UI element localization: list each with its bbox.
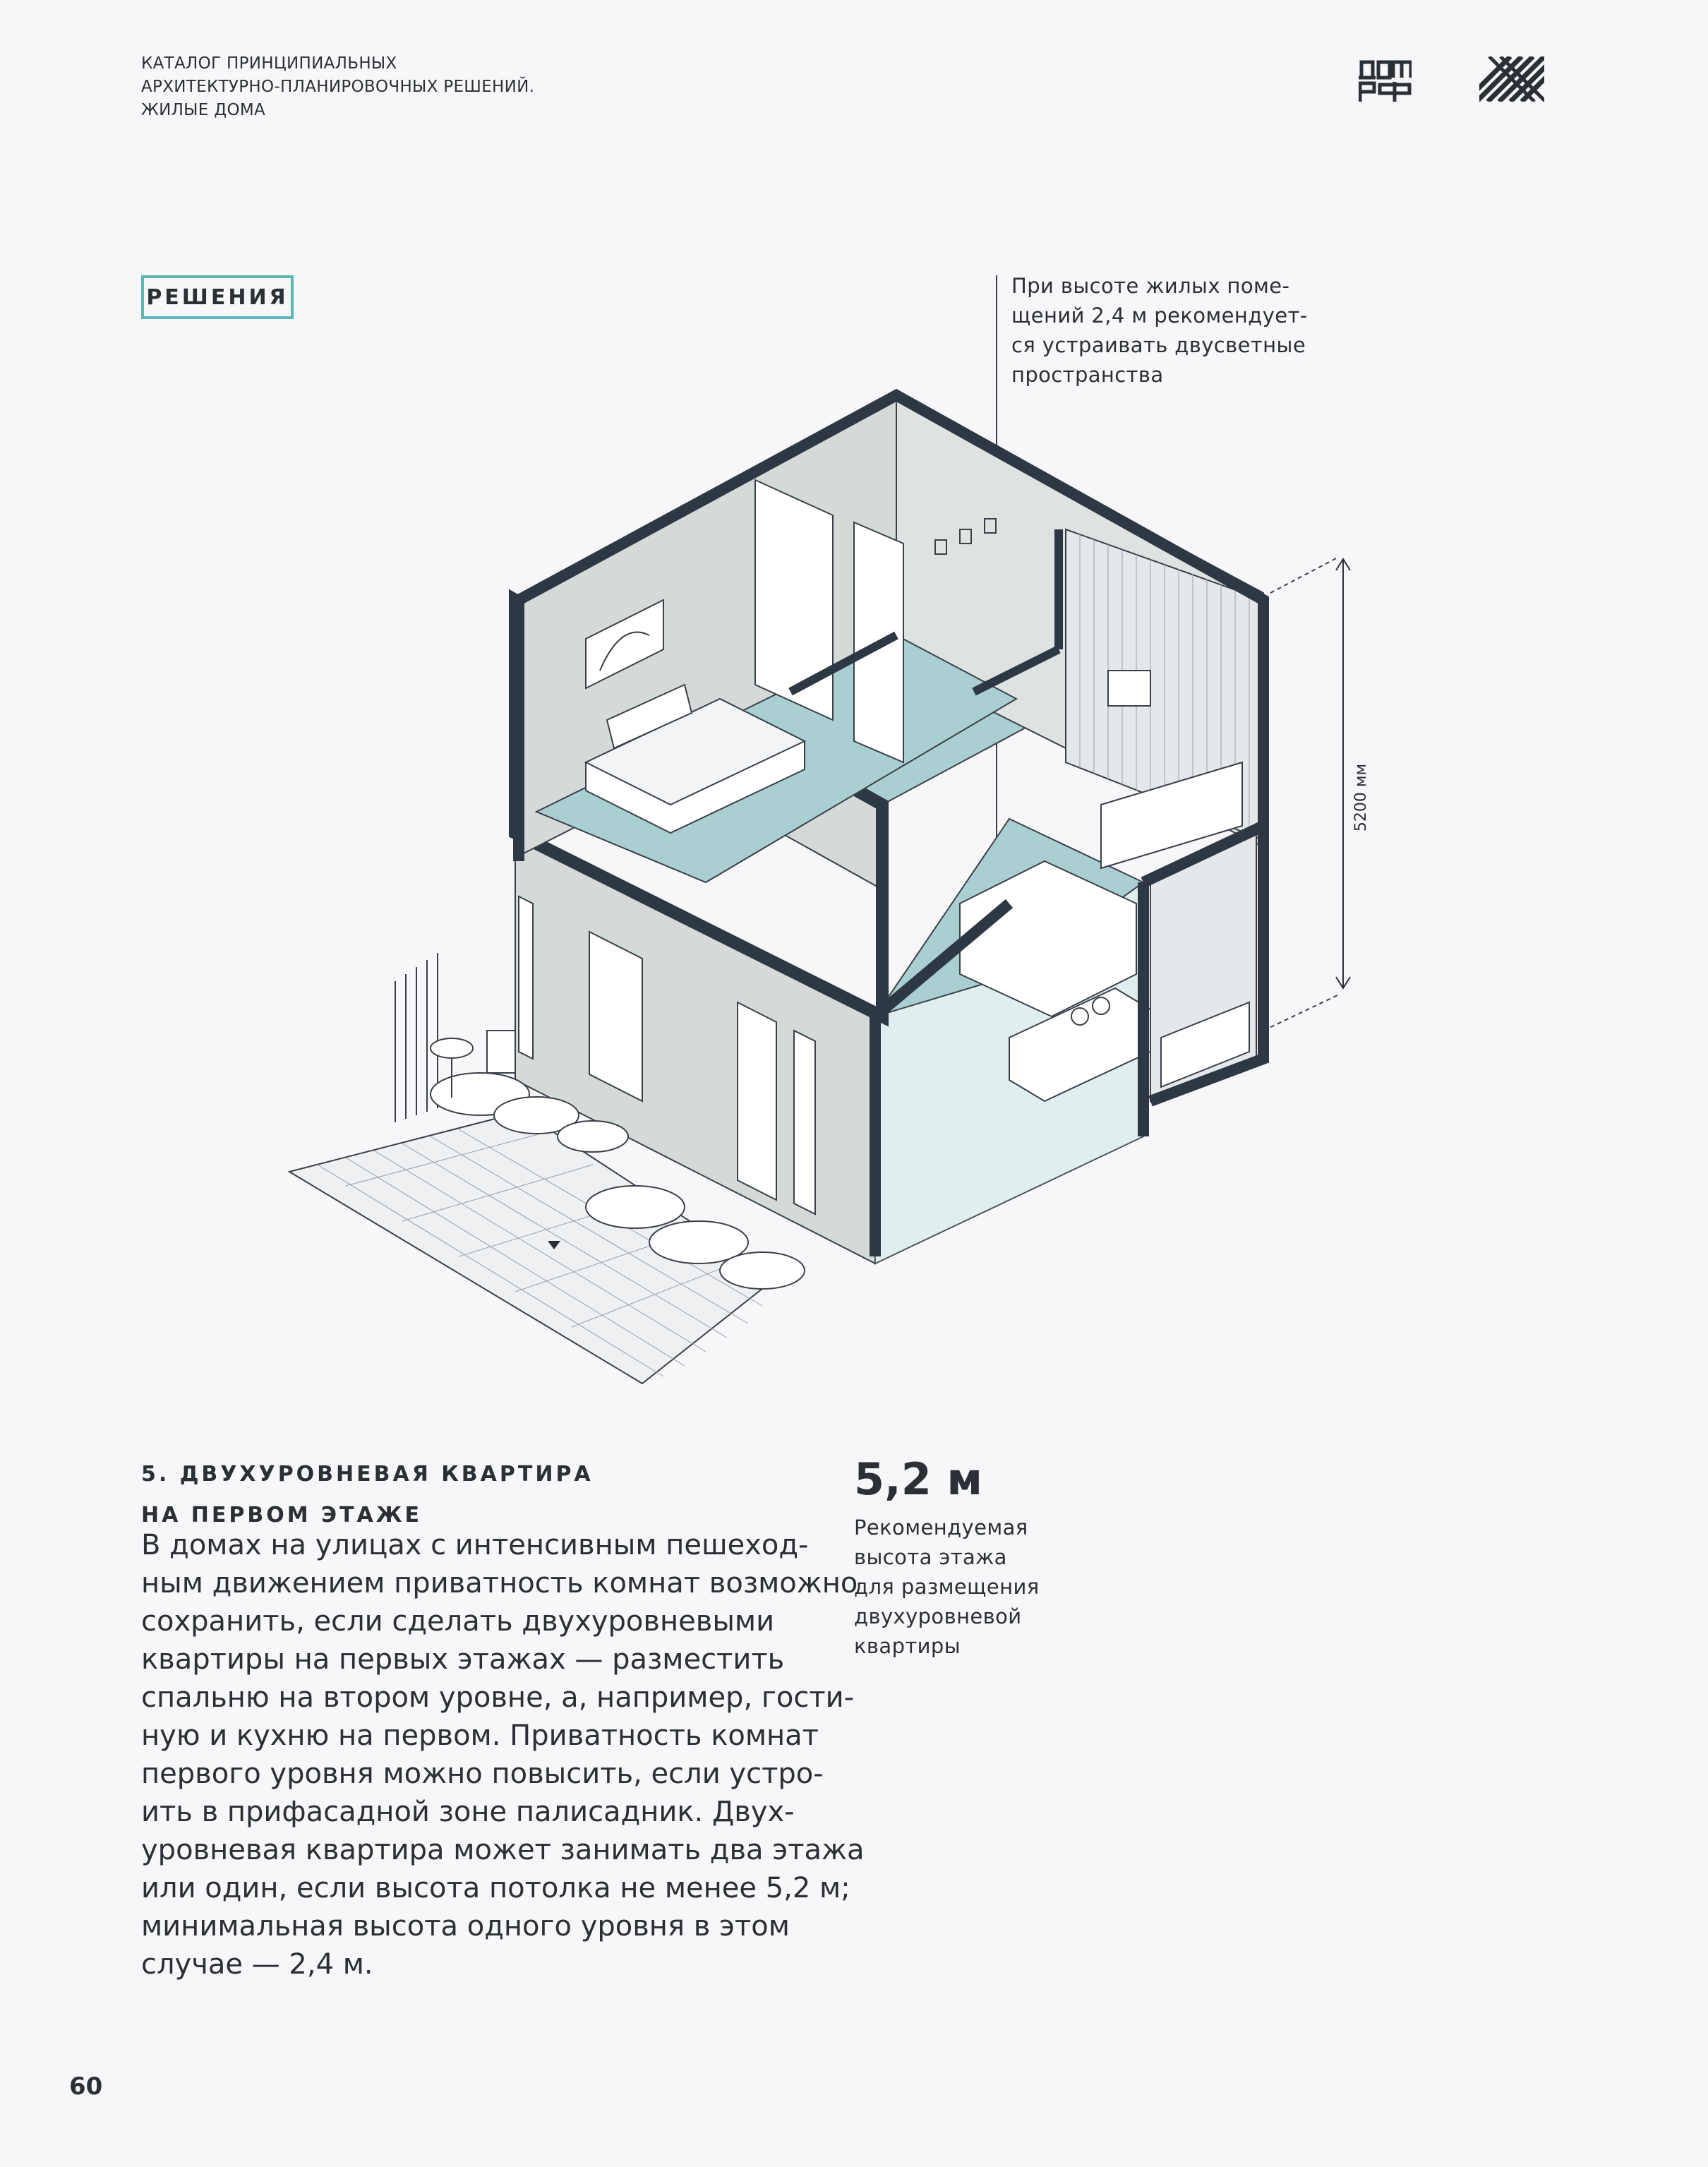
title-line-2: НА ПЕРВОМ ЭТАЖЕ xyxy=(141,1503,422,1527)
body-line: сохранить, если сделать двухуровневыми xyxy=(141,1605,775,1638)
header-line-2: АРХИТЕКТУРНО-ПЛАНИРОВОЧНЫХ РЕШЕНИЙ. xyxy=(141,78,535,96)
body-line: В домах на улицах с интенсивным пешеход- xyxy=(141,1529,809,1561)
caption-line: квартиры xyxy=(854,1634,961,1658)
section-badge: РЕШЕНИЯ xyxy=(141,275,294,319)
dom-rf-logo xyxy=(1359,56,1412,103)
body-line: спальню на втором уровне, а, например, гости- xyxy=(141,1681,855,1714)
article-title xyxy=(141,1454,847,1536)
metric-value: 5,2 м xyxy=(854,1453,983,1505)
caption-line: высота этажа xyxy=(854,1545,1007,1569)
body-line: ным движением приватность комнат возможно xyxy=(141,1567,858,1599)
caption-line: для размещения xyxy=(854,1575,1040,1599)
body-line: ную и кухню на первом. Приватность комнат xyxy=(141,1719,819,1752)
body-line: или один, если высота потолка не менее 5,2 м; xyxy=(141,1872,850,1904)
annotation-line-4: пространства xyxy=(1011,363,1164,387)
body-line: квартиры на первых этажах — разместить xyxy=(141,1643,785,1676)
header-line-1: КАТАЛОГ ПРИНЦИПИАЛЬНЫХ xyxy=(141,54,397,73)
article-body xyxy=(141,1526,865,1983)
annotation-line-3: ся устраивать двусветные xyxy=(1011,333,1306,357)
header-line-3: ЖИЛЫЕ ДОМА xyxy=(141,101,266,119)
title-line-1: 5. ДВУХУРОВНЕВАЯ КВАРТИРА xyxy=(141,1462,594,1487)
body-line: минимальная высота одного уровня в этом xyxy=(141,1910,790,1943)
isometric-apartment-illustration xyxy=(268,268,1412,1398)
annotation-line-1: При высоте жилых поме- xyxy=(1011,274,1290,298)
catalog-header xyxy=(141,52,776,122)
dimension-label: 5200 мм xyxy=(1352,763,1370,832)
caption-line: двухуровневой xyxy=(854,1604,1022,1628)
height-dimension xyxy=(1263,558,1370,1031)
caption-line: Рекомендуемая xyxy=(854,1515,1028,1539)
body-line: случае — 2,4 м. xyxy=(141,1948,373,1981)
body-line: первого уровня можно повысить, если устро- xyxy=(141,1758,824,1790)
metric-caption xyxy=(854,1513,1136,1661)
page-number: 60 xyxy=(69,2072,103,2101)
diagonal-pattern-logo xyxy=(1479,56,1544,102)
body-line: уровневая квартира может занимать два этажа xyxy=(141,1834,865,1866)
annotation-line-2: щений 2,4 м рекомендует- xyxy=(1011,304,1308,328)
body-line: ить в прифасадной зоне палисадник. Двух- xyxy=(141,1796,795,1828)
